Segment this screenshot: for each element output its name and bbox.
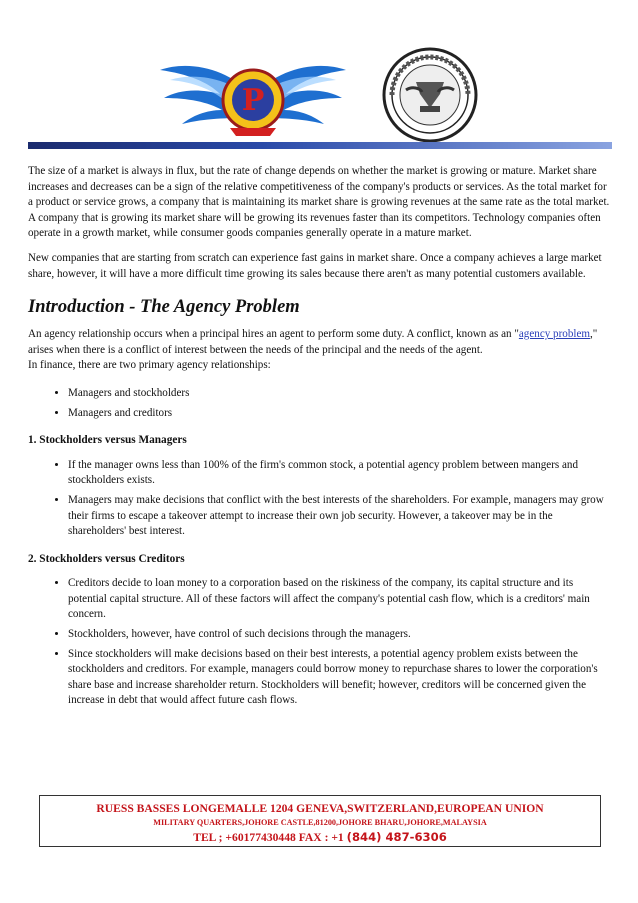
section2-list (28, 576, 612, 709)
section2-title: 2. Stockholders versus Creditors (28, 552, 185, 565)
relationships-list (28, 386, 612, 421)
federal-reserve-seal (350, 46, 510, 144)
footer-box (39, 795, 601, 847)
market-paragraph: The size of a market is always in flux, but the rate of change depends on whether the market is growing or mature. Market share increases and decreases can be a sign of the relative competitiveness of the company's products or services. As the total market for a product or service grows, a company that is maintaining its market share is growing revenues at the same rate as the total market. A company that is growing its market share will be growing its revenues faster than its competitors. Technology companies often operate in a growth market, while consumer goods companies generally operate in a mature market. (28, 165, 610, 240)
agency-text-pre: An agency relationship occurs when a principal hires an agent to perform some duty. A conflict, known as an " (28, 328, 519, 341)
agency-line2: In finance, there are two primary agency relationships: (28, 359, 271, 372)
footer-contact (40, 830, 600, 844)
page-header (28, 44, 612, 144)
list-item: • If the manager owns less than 100% of the firm's common stock, a potential agency problem between mangers and stockholders exists. (68, 458, 612, 489)
list-item: • Creditors decide to loan money to a corporation based on the riskiness of the company, its capital structure and its potential capital structure. All of these factors will affect the company's potential cash flow, which is a creditors' main concern. (68, 576, 612, 623)
winged-p-logo (158, 48, 348, 144)
agency-problem-link[interactable]: agency problem (518, 328, 591, 341)
list-item: • Since stockholders will make decisions based on their best interests, a potential agency problem exists between the stockholders and creditors. For example, managers could borrow money to repurchase shares to lower the corporation's share base and increase shareholder return. Stockholders will benefit; however, creditors will be concerned given the increase in debt that would affect future cash flows. (68, 647, 612, 709)
list-item: • Managers may make decisions that conflict with the best interests of the shareholders. For example, managers may grow their firms to escape a takeover attempt to increase their own job security. However, a takeover may be in the shareholders' best interest. (68, 493, 612, 540)
svg-text:P: P (241, 83, 265, 118)
agency-text-post: ," arises when there is a conflict of interest between the needs of the principal and the needs of the agent. (28, 328, 598, 356)
list-item: • Managers and stockholders (68, 386, 612, 402)
section1-title: 1. Stockholders versus Managers (28, 434, 187, 447)
section1-list (28, 458, 612, 540)
agency-paragraph (28, 327, 612, 374)
footer-address: RUESS BASSES LONGEMALLE 1204 GENEVA,SWITZERLAND,EUROPEAN UNION (96, 802, 544, 815)
footer-address-2: MILITARY QUARTERS,JOHORE CASTLE,81200,JOHORE BHARU,JOHORE,MALAYSIA (153, 818, 487, 827)
list-item: • Managers and creditors (68, 406, 612, 422)
footer-fax-number: (844) 487-6306 (346, 830, 447, 844)
new-companies-paragraph: New companies that are starting from scratch can experience fast gains in market share. Once a company achieves a large market share, however, it will have a more difficult time growing its sales because there aren't as many potential customers available. (28, 251, 602, 280)
footer-tel-fax: TEL ; +60177430448 FAX : +1 (193, 831, 347, 844)
list-item: • Stockholders, however, have control of such decisions through the managers. (68, 627, 612, 643)
section-heading: Introduction - The Agency Problem (28, 297, 300, 318)
header-rule (28, 142, 612, 149)
document-body (28, 164, 612, 713)
